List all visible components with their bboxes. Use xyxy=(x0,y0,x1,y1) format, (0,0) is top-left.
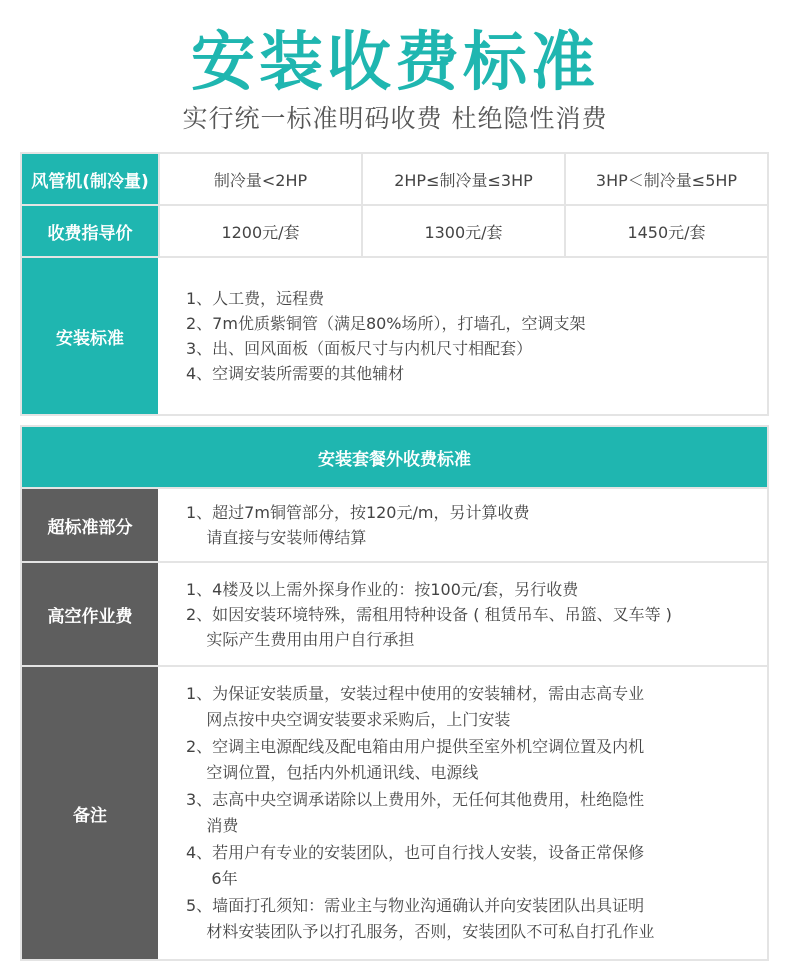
list-item: 4、若用户有专业的安装团队，也可自行找人安装，设备正常保修 xyxy=(186,842,645,862)
list-item: 6年 xyxy=(186,869,238,888)
capacity-cell-1: 制冷量<2HP xyxy=(158,154,361,204)
remarks-row xyxy=(22,667,767,959)
list-item: 2、如因安装环境特殊，需租用特种设备 ( 租赁吊车、吊篮、叉车等 ) xyxy=(186,604,672,624)
price-cell-2: 1300元/套 xyxy=(361,206,564,256)
list-item: 3、志高中央空调承诺除以上费用外，无任何其他费用，杜绝隐性 xyxy=(186,789,645,809)
list-item: 1、超过7m铜管部分，按120元/m，另计算收费 xyxy=(186,503,530,522)
list-item: 4、空调安装所需要的其他辅材 xyxy=(186,364,405,383)
extra-charges-table xyxy=(20,425,769,961)
list-item: 空调位置，包括内外机通讯线、电源线 xyxy=(186,763,479,782)
high-altitude-content xyxy=(158,563,767,665)
list-item: 5、墙面打孔须知：需业主与物业沟通确认并向安装团队出具证明 xyxy=(186,895,645,915)
install-standard-content xyxy=(158,258,767,414)
price-label: 收费指导价 xyxy=(22,206,158,256)
list-item: 请直接与安装师傅结算 xyxy=(186,528,367,547)
remarks-label: 备注 xyxy=(22,667,158,959)
list-item: 3、出、回风面板（面板尺寸与内机尺寸相配套） xyxy=(186,339,533,358)
capacity-row xyxy=(22,154,767,206)
pricing-table xyxy=(20,152,769,416)
list-item: 消费 xyxy=(186,816,239,835)
over-standard-row xyxy=(22,489,767,563)
page-header xyxy=(0,0,790,150)
page-subtitle: 实行统一标准明码收费 杜绝隐性消费 xyxy=(182,104,608,133)
capacity-cell-2: 2HP≤制冷量≤3HP xyxy=(361,154,564,204)
list-item: 网点按中央空调安装要求采购后，上门安装 xyxy=(186,710,511,729)
extra-charges-title: 安装套餐外收费标准 xyxy=(22,427,767,489)
over-standard-content xyxy=(158,489,767,561)
capacity-label: 风管机(制冷量) xyxy=(22,154,158,204)
list-item: 1、人工费，远程费 xyxy=(186,289,325,308)
list-item: 1、为保证安装质量，安装过程中使用的安装辅材，需由志高专业 xyxy=(186,683,645,703)
list-item: 实际产生费用由用户自行承担 xyxy=(186,629,415,649)
capacity-cell-3: 3HP＜制冷量≤5HP xyxy=(564,154,767,204)
list-item: 1、4楼及以上需外探身作业的：按100元/套，另行收费 xyxy=(186,579,579,599)
page-title: 安装收费标准 xyxy=(191,26,599,100)
list-item: 2、7m优质紫铜管（满足80%场所），打墙孔，空调支架 xyxy=(186,314,586,333)
high-altitude-row xyxy=(22,563,767,667)
install-standard-row xyxy=(22,258,767,414)
price-cell-1: 1200元/套 xyxy=(158,206,361,256)
high-altitude-label: 高空作业费 xyxy=(22,563,158,665)
price-row xyxy=(22,206,767,258)
list-item: 2、空调主电源配线及配电箱由用户提供至室外机空调位置及内机 xyxy=(186,736,645,756)
over-standard-label: 超标准部分 xyxy=(22,489,158,561)
remarks-content xyxy=(158,667,767,959)
install-standard-label: 安装标准 xyxy=(22,258,158,414)
price-cell-3: 1450元/套 xyxy=(564,206,767,256)
list-item: 材料安装团队予以打孔服务，否则，安装团队不可私自打孔作业 xyxy=(186,922,655,941)
